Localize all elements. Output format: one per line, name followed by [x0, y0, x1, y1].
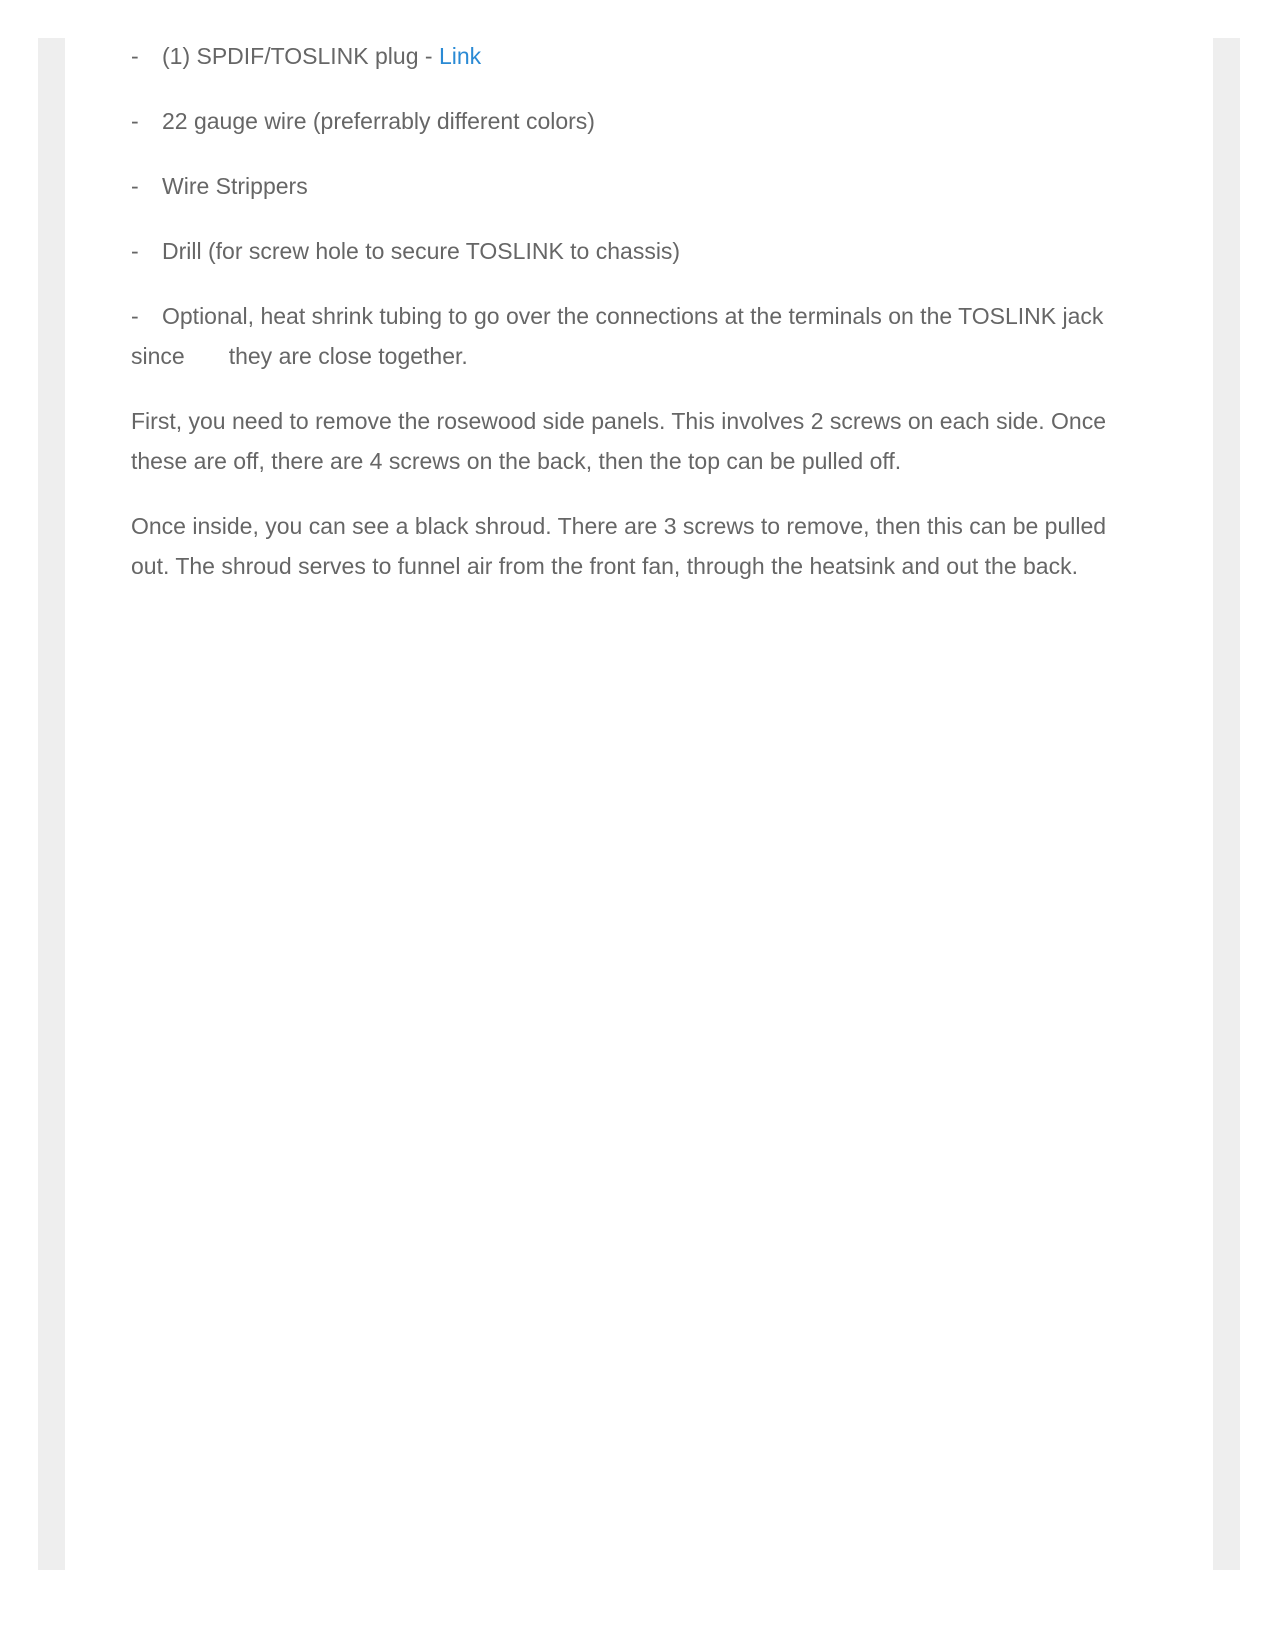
list-item-text: 22 gauge wire (preferrably different colors): [162, 108, 595, 134]
list-item: [131, 36, 1141, 76]
bullet-dash: -: [131, 238, 139, 264]
list-item: [131, 101, 1141, 141]
bullet-dash: -: [131, 43, 139, 69]
document-body: [131, 36, 1141, 611]
list-item-text: Optional, heat shrink tubing to go over the connections at the terminals on the TOSLINK jack since: [131, 303, 1104, 369]
list-item-text-continued: they are close together.: [228, 343, 468, 369]
list-item: [131, 166, 1141, 206]
paragraph-shroud: Once inside, you can see a black shroud. There are 3 screws to remove, then this can be pulled out. The shroud serves to funnel air from the front fan, through the heatsink and out the back.: [131, 513, 1107, 579]
bullet-dash: -: [131, 108, 139, 134]
list-item: [131, 296, 1141, 376]
bullet-dash: -: [131, 173, 139, 199]
bullet-dash: -: [131, 303, 139, 329]
spdif-link[interactable]: Link: [438, 43, 482, 69]
right-margin-bar: [1213, 38, 1240, 1570]
list-item-text: (1) SPDIF/TOSLINK plug -: [162, 43, 439, 69]
paragraph-side-panels: First, you need to remove the rosewood side panels. This involves 2 screws on each side. Once these are off, there are 4 screws on the back, then the top can be pulled off.: [131, 408, 1107, 474]
list-item: [131, 231, 1141, 271]
left-margin-bar: [38, 38, 65, 1570]
list-item-text: Wire Strippers: [162, 173, 308, 199]
list-item-text: Drill (for screw hole to secure TOSLINK to chassis): [162, 238, 681, 264]
